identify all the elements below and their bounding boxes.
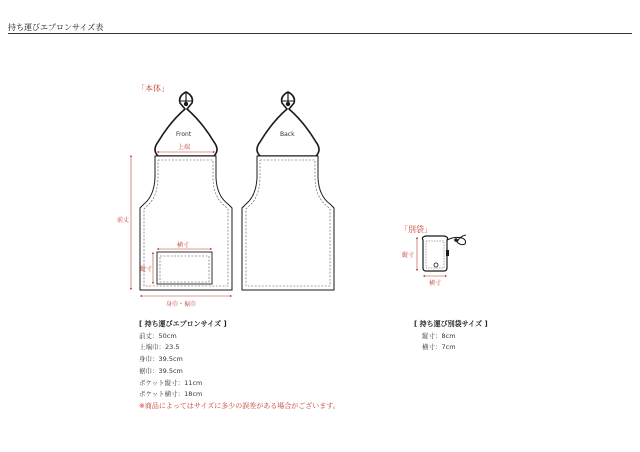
top-width-label: 上端 xyxy=(178,144,191,151)
bag-height-label: 縦寸 xyxy=(402,252,415,259)
bag-spec-item: 横寸：7cm xyxy=(422,343,456,352)
front-apron xyxy=(140,92,232,290)
pocket-width-label: 横寸 xyxy=(177,242,190,249)
bag-spec-item: 縦寸：8cm xyxy=(422,331,456,340)
bag-spec-title: [ 持ち運び別袋サイズ ] xyxy=(414,320,488,328)
apron-spec-list xyxy=(139,319,227,401)
pocket-height-label: 縦寸 xyxy=(140,266,153,273)
bag-width-label: 横寸 xyxy=(429,280,442,287)
front-label: Front xyxy=(176,131,192,138)
apron-spec-item: ポケット横寸：18cm xyxy=(139,390,203,399)
apron-spec-item: ポケット縦寸：11cm xyxy=(139,378,203,387)
apron-spec-item: 裾巾：39.5cm xyxy=(139,366,183,375)
length-label: 前丈 xyxy=(117,217,130,224)
apron-spec-item: 上端巾：23.5 xyxy=(139,343,180,352)
apron-spec-title: [ 持ち運びエプロンサイズ ] xyxy=(139,320,227,328)
apron-section-title: 「本体」 xyxy=(137,84,169,93)
bag-section-title: 「別袋」 xyxy=(400,225,432,234)
apron-spec-item: 身巾：39.5cm xyxy=(139,355,183,364)
back-apron xyxy=(242,92,334,290)
storage-bag xyxy=(422,235,466,271)
page-title: 持ち運びエプロンサイズ表 xyxy=(8,23,104,32)
body-width-label: 身巾・裾巾 xyxy=(166,301,197,308)
apron-spec-item: 前丈：50cm xyxy=(139,331,177,340)
back-label: Back xyxy=(280,131,295,138)
bag-spec-list xyxy=(414,319,488,354)
disclaimer-note: ※商品によってはサイズに多少の誤差がある場合がございます。 xyxy=(139,402,340,410)
